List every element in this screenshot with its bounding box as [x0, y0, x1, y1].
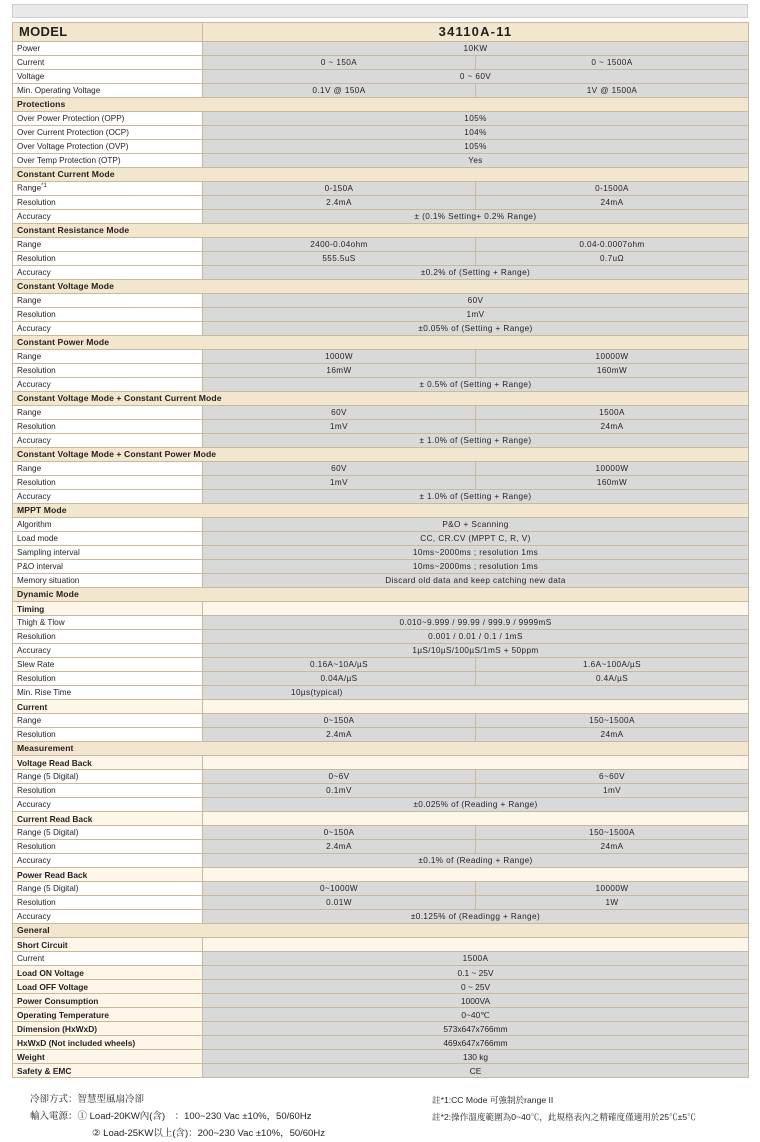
footnotes-left	[30, 1092, 430, 1142]
row-label	[13, 322, 203, 336]
section-title: Constant Current Mode	[13, 168, 749, 182]
cell-value-a: 2.4mA	[203, 728, 476, 742]
row-label	[13, 770, 203, 784]
table-row	[13, 308, 749, 322]
footnotes-right	[432, 1092, 760, 1125]
cell-value: 10ms~2000ms ; resolution 1ms	[203, 560, 749, 574]
table-row	[13, 476, 749, 490]
row-label	[13, 294, 203, 308]
row-label-text: Range (5 Digital)	[17, 884, 78, 893]
table-row	[13, 854, 749, 868]
row-label	[13, 490, 203, 504]
row-label-text: Over Voltage Protection (OVP)	[17, 142, 129, 151]
subsection-title: Weight	[13, 1050, 203, 1064]
row-label	[13, 532, 203, 546]
cell-value-b: 24mA	[476, 840, 749, 854]
row-label	[13, 952, 203, 966]
row-label-text: Memory situation	[17, 576, 79, 585]
cell-value-a: 60V	[203, 462, 476, 476]
row-label	[13, 70, 203, 84]
row-label-text: Accuracy	[17, 646, 51, 655]
cell-value-a: 1mV	[203, 420, 476, 434]
subsection-title: Load OFF Voltage	[13, 980, 203, 994]
cell-value: 130 kg	[203, 1050, 749, 1064]
cell-value-b: 150~1500A	[476, 826, 749, 840]
table-row	[13, 238, 749, 252]
row-label	[13, 854, 203, 868]
cell-value-b: 1mV	[476, 784, 749, 798]
row-label-text: P&O interval	[17, 562, 63, 571]
cell-value: 469x647x766mm	[203, 1036, 749, 1050]
row-label-text: Resolution	[17, 632, 56, 641]
cell-value-b: 10000W	[476, 462, 749, 476]
cell-value: ±0.025% of (Reading + Range)	[203, 798, 749, 812]
row-label-text: Range	[17, 464, 41, 473]
subsection-row	[13, 994, 749, 1008]
table-row	[13, 84, 749, 98]
subsection-row	[13, 700, 749, 714]
row-label-text: Accuracy	[17, 856, 51, 865]
table-row	[13, 616, 749, 630]
row-label-text: Accuracy	[17, 800, 51, 809]
cell-value-a: 0~150A	[203, 714, 476, 728]
row-label	[13, 196, 203, 210]
row-label-text: Range	[17, 352, 41, 361]
row-label	[13, 784, 203, 798]
table-row	[13, 140, 749, 154]
cell-value-b: 24mA	[476, 196, 749, 210]
row-label-text: Min. Rise Time	[17, 688, 71, 697]
row-label-text: Accuracy	[17, 324, 51, 333]
subsection-title: Voltage Read Back	[13, 756, 203, 770]
table-row	[13, 112, 749, 126]
table-row	[13, 896, 749, 910]
table-row	[13, 840, 749, 854]
table-row	[13, 182, 749, 196]
subsection-title: Short Circuit	[13, 938, 203, 952]
cell-value: CE	[203, 1064, 749, 1078]
table-row	[13, 672, 749, 686]
row-label	[13, 112, 203, 126]
section-row	[13, 742, 749, 756]
row-label	[13, 644, 203, 658]
row-label-text: Load mode	[17, 534, 58, 543]
cell-value-b: 150~1500A	[476, 714, 749, 728]
table-row	[13, 434, 749, 448]
row-label	[13, 616, 203, 630]
subsection-filler	[203, 756, 749, 770]
row-label-text: Current	[17, 58, 44, 67]
table-row	[13, 126, 749, 140]
cell-value-b: 160mW	[476, 476, 749, 490]
row-label-text: Accuracy	[17, 912, 51, 921]
cell-value: ±0.05% of (Setting + Range)	[203, 322, 749, 336]
cell-value: 60V	[203, 294, 749, 308]
cell-value: 0~40℃	[203, 1008, 749, 1022]
cell-value-b: 0.04-0.0007ohm	[476, 238, 749, 252]
subsection-title: Safety & EMC	[13, 1064, 203, 1078]
input-power-note-2: ② Load-25KW以上(含)：200~230 Vac ±10%，50/60Hz	[30, 1126, 430, 1142]
row-label-text: Range (5 Digital)	[17, 828, 78, 837]
row-label-text: Voltage	[17, 72, 44, 81]
section-row	[13, 224, 749, 238]
table-row	[13, 952, 749, 966]
row-label-text: Min. Operating Voltage	[17, 86, 100, 95]
subsection-row	[13, 980, 749, 994]
row-label	[13, 56, 203, 70]
row-label-text: Resolution	[17, 786, 56, 795]
row-label	[13, 686, 203, 700]
row-label-text: Resolution	[17, 198, 56, 207]
table-row	[13, 294, 749, 308]
row-label	[13, 658, 203, 672]
row-label-text: Resolution	[17, 422, 56, 431]
subsection-filler	[203, 938, 749, 952]
cell-value-a: 0-150A	[203, 182, 476, 196]
cell-value: ±0.125% of (Readingg + Range)	[203, 910, 749, 924]
cell-value-b: 24mA	[476, 728, 749, 742]
table-row	[13, 42, 749, 56]
subsection-filler	[203, 812, 749, 826]
section-row	[13, 448, 749, 462]
table-row	[13, 196, 749, 210]
cell-value: ± 1.0% of (Setting + Range)	[203, 434, 749, 448]
note-2: 註*2:操作溫度範圍為0~40℃，此規格表內之精確度僅適用於25℃±5℃	[432, 1109, 760, 1125]
row-label	[13, 420, 203, 434]
cell-value-a: 2.4mA	[203, 840, 476, 854]
row-label-text: Resolution	[17, 842, 56, 851]
cell-value-a: 0~1000W	[203, 882, 476, 896]
subsection-row	[13, 1050, 749, 1064]
cell-value-b: 1.6A~100A/µS	[476, 658, 749, 672]
section-title: Protections	[13, 98, 749, 112]
table-row	[13, 574, 749, 588]
cell-value: 1µS/10µS/100µS/1mS + 50ppm	[203, 644, 749, 658]
note-1: 註*1:CC Mode 可強制於range II	[432, 1092, 760, 1108]
row-label-text: Over Temp Protection (OTP)	[17, 156, 121, 165]
row-label	[13, 672, 203, 686]
cell-value: 573x647x766mm	[203, 1022, 749, 1036]
subsection-title: Current Read Back	[13, 812, 203, 826]
table-row	[13, 658, 749, 672]
table-row	[13, 420, 749, 434]
row-label-text: Range	[17, 408, 41, 417]
row-label-text: Resolution	[17, 478, 56, 487]
subsection-title: Dimension (HxWxD)	[13, 1022, 203, 1036]
row-label-text: Algorithm	[17, 520, 52, 529]
row-label-text: Slew Rate	[17, 660, 54, 669]
subsection-row	[13, 756, 749, 770]
row-label	[13, 896, 203, 910]
row-label	[13, 252, 203, 266]
row-label-text: Accuracy	[17, 436, 51, 445]
cell-value-b: 160mW	[476, 364, 749, 378]
subsection-title: Timing	[13, 602, 203, 616]
section-title: General	[13, 924, 749, 938]
cooling-note: 冷卻方式：智慧型風扇冷卻	[30, 1092, 430, 1109]
cell-value-b: 24mA	[476, 420, 749, 434]
subsection-row	[13, 966, 749, 980]
cell-value-a: 60V	[203, 406, 476, 420]
subsection-title: Power Consumption	[13, 994, 203, 1008]
table-row	[13, 322, 749, 336]
cell-value-b: 0 ~ 1500A	[476, 56, 749, 70]
row-label	[13, 434, 203, 448]
cell-value-a: 2.4mA	[203, 196, 476, 210]
row-label-text: Accuracy	[17, 492, 51, 501]
cell-value-b: 0.7uΩ	[476, 252, 749, 266]
section-title: Measurement	[13, 742, 749, 756]
cell-value: 10ms~2000ms ; resolution 1ms	[203, 546, 749, 560]
cell-value-a: 0 ~ 150A	[203, 56, 476, 70]
specification-table	[12, 22, 749, 1078]
table-row	[13, 378, 749, 392]
cell-value-a: 0.01W	[203, 896, 476, 910]
section-title: Constant Power Mode	[13, 336, 749, 350]
row-label-text: Power	[17, 44, 40, 53]
subsection-row	[13, 938, 749, 952]
table-row	[13, 546, 749, 560]
table-row	[13, 406, 749, 420]
row-label	[13, 238, 203, 252]
row-label	[13, 182, 203, 196]
row-label	[13, 308, 203, 322]
table-row	[13, 462, 749, 476]
table-row	[13, 490, 749, 504]
subsection-row	[13, 602, 749, 616]
row-label	[13, 882, 203, 896]
cell-value-b: 1W	[476, 896, 749, 910]
row-label	[13, 714, 203, 728]
row-label	[13, 140, 203, 154]
cell-value-b: 6~60V	[476, 770, 749, 784]
table-row	[13, 644, 749, 658]
subsection-row	[13, 1064, 749, 1078]
row-label-text: Accuracy	[17, 268, 51, 277]
table-row	[13, 798, 749, 812]
subsection-filler	[203, 700, 749, 714]
table-row	[13, 532, 749, 546]
table-row	[13, 266, 749, 280]
subsection-title: Power Read Back	[13, 868, 203, 882]
cell-value: 10µs(typical)	[203, 686, 749, 700]
row-label-text: Sampling interval	[17, 548, 80, 557]
row-label-text: Thigh & Tlow	[17, 618, 65, 627]
cell-value: Discard old data and keep catching new data	[203, 574, 749, 588]
cell-value-a: 0.1mV	[203, 784, 476, 798]
footnote-marker: *1	[41, 183, 47, 189]
cell-value-b: 10000W	[476, 350, 749, 364]
cell-value-a: 0.16A~10A/µS	[203, 658, 476, 672]
row-label	[13, 154, 203, 168]
table-row	[13, 518, 749, 532]
row-label-text: Current	[17, 954, 44, 963]
row-label	[13, 826, 203, 840]
row-label-text: Resolution	[17, 366, 56, 375]
section-title: Dynamic Mode	[13, 588, 749, 602]
row-label	[13, 406, 203, 420]
cell-value: 10KW	[203, 42, 749, 56]
cell-value-a: 0~6V	[203, 770, 476, 784]
section-title: Constant Resistance Mode	[13, 224, 749, 238]
table-row	[13, 210, 749, 224]
table-row	[13, 350, 749, 364]
cell-value: 104%	[203, 126, 749, 140]
cell-value: 0 ~ 25V	[203, 980, 749, 994]
row-label-text: Resolution	[17, 730, 56, 739]
section-title: Constant Voltage Mode + Constant Power Mode	[13, 448, 749, 462]
row-label-text: Resolution	[17, 254, 56, 263]
cell-value: 0.1 ~ 25V	[203, 966, 749, 980]
row-label-text: Accuracy	[17, 212, 51, 221]
cell-value-b: 0-1500A	[476, 182, 749, 196]
row-label	[13, 266, 203, 280]
table-row	[13, 252, 749, 266]
subsection-title: Current	[13, 700, 203, 714]
cell-value-b: 1V @ 1500A	[476, 84, 749, 98]
table-row	[13, 686, 749, 700]
row-label-text: Over Power Protection (OPP)	[17, 114, 124, 123]
row-label-text: Resolution	[17, 310, 56, 319]
row-label	[13, 574, 203, 588]
section-row	[13, 168, 749, 182]
cell-value-a: 0.1V @ 150A	[203, 84, 476, 98]
model-label: MODEL	[13, 23, 203, 42]
cell-value: ± (0.1% Setting+ 0.2% Range)	[203, 210, 749, 224]
row-label	[13, 476, 203, 490]
subsection-row	[13, 1008, 749, 1022]
cell-value-a: 0~150A	[203, 826, 476, 840]
cell-value: Yes	[203, 154, 749, 168]
row-label	[13, 42, 203, 56]
cell-value: 0.010~9.999 / 99.99 / 999.9 / 9999mS	[203, 616, 749, 630]
row-label	[13, 910, 203, 924]
subsection-row	[13, 812, 749, 826]
row-label	[13, 378, 203, 392]
row-label-text: Resolution	[17, 898, 56, 907]
table-row	[13, 910, 749, 924]
cell-value: ±0.2% of (Setting + Range)	[203, 266, 749, 280]
table-row	[13, 826, 749, 840]
subsection-filler	[203, 602, 749, 616]
cell-value-a: 16mW	[203, 364, 476, 378]
cell-value: ±0.1% of (Reading + Range)	[203, 854, 749, 868]
row-label-text: Range (5 Digital)	[17, 772, 78, 781]
row-label	[13, 84, 203, 98]
table-row	[13, 714, 749, 728]
section-title: Constant Voltage Mode + Constant Current Mode	[13, 392, 749, 406]
section-row	[13, 392, 749, 406]
cell-value: CC, CR.CV (MPPT C, R, V)	[203, 532, 749, 546]
cell-value: 0.001 / 0.01 / 0.1 / 1mS	[203, 630, 749, 644]
table-row	[13, 560, 749, 574]
table-row	[13, 364, 749, 378]
cell-value: P&O + Scanning	[203, 518, 749, 532]
row-label-text: Accuracy	[17, 380, 51, 389]
row-label	[13, 728, 203, 742]
section-row	[13, 336, 749, 350]
table-header-row	[13, 23, 749, 42]
table-row	[13, 728, 749, 742]
cell-value-a: 1mV	[203, 476, 476, 490]
cell-value-a: 2400-0.04ohm	[203, 238, 476, 252]
specification-table-body	[13, 23, 749, 1078]
table-row	[13, 882, 749, 896]
row-label	[13, 630, 203, 644]
model-value: 34110A-11	[203, 23, 749, 42]
cell-value-a: 0.04A/µS	[203, 672, 476, 686]
section-title: MPPT Mode	[13, 504, 749, 518]
table-row	[13, 154, 749, 168]
row-label	[13, 210, 203, 224]
cell-value: 0 ~ 60V	[203, 70, 749, 84]
section-row	[13, 98, 749, 112]
row-label	[13, 364, 203, 378]
cell-value-a: 555.5uS	[203, 252, 476, 266]
cell-value: 1000VA	[203, 994, 749, 1008]
row-label	[13, 798, 203, 812]
section-title: Constant Voltage Mode	[13, 280, 749, 294]
table-row	[13, 70, 749, 84]
subsection-title: Load ON Voltage	[13, 966, 203, 980]
row-label	[13, 560, 203, 574]
row-label-text: Range	[17, 296, 41, 305]
top-banner-bar	[12, 4, 748, 18]
table-row	[13, 630, 749, 644]
cell-value-a: 1000W	[203, 350, 476, 364]
subsection-filler	[203, 868, 749, 882]
cell-value-b: 0.4A/µS	[476, 672, 749, 686]
cell-value-b: 1500A	[476, 406, 749, 420]
subsection-title: Operating Temperature	[13, 1008, 203, 1022]
cell-value: ± 1.0% of (Setting + Range)	[203, 490, 749, 504]
row-label	[13, 840, 203, 854]
cell-value: 105%	[203, 112, 749, 126]
cell-value: 105%	[203, 140, 749, 154]
table-row	[13, 770, 749, 784]
subsection-row	[13, 1036, 749, 1050]
row-label	[13, 546, 203, 560]
cell-value: ± 0.5% of (Setting + Range)	[203, 378, 749, 392]
row-label	[13, 126, 203, 140]
row-label	[13, 462, 203, 476]
cell-value: 1500A	[203, 952, 749, 966]
cell-value-b: 10000W	[476, 882, 749, 896]
subsection-row	[13, 1022, 749, 1036]
section-row	[13, 588, 749, 602]
subsection-title: HxWxD (Not included wheels)	[13, 1036, 203, 1050]
row-label	[13, 350, 203, 364]
section-row	[13, 280, 749, 294]
subsection-row	[13, 868, 749, 882]
cell-value: 1mV	[203, 308, 749, 322]
table-row	[13, 56, 749, 70]
table-row	[13, 784, 749, 798]
row-label-text: Range	[17, 184, 41, 193]
row-label	[13, 518, 203, 532]
row-label-text: Resolution	[17, 674, 56, 683]
input-power-note-1: 輸入電源：① Load-20KW內(含) ：100~230 Vac ±10%，50/60Hz	[30, 1109, 430, 1126]
row-label-text: Range	[17, 240, 41, 249]
section-row	[13, 924, 749, 938]
section-row	[13, 504, 749, 518]
row-label-text: Range	[17, 716, 41, 725]
row-label-text: Over Current Protection (OCP)	[17, 128, 129, 137]
